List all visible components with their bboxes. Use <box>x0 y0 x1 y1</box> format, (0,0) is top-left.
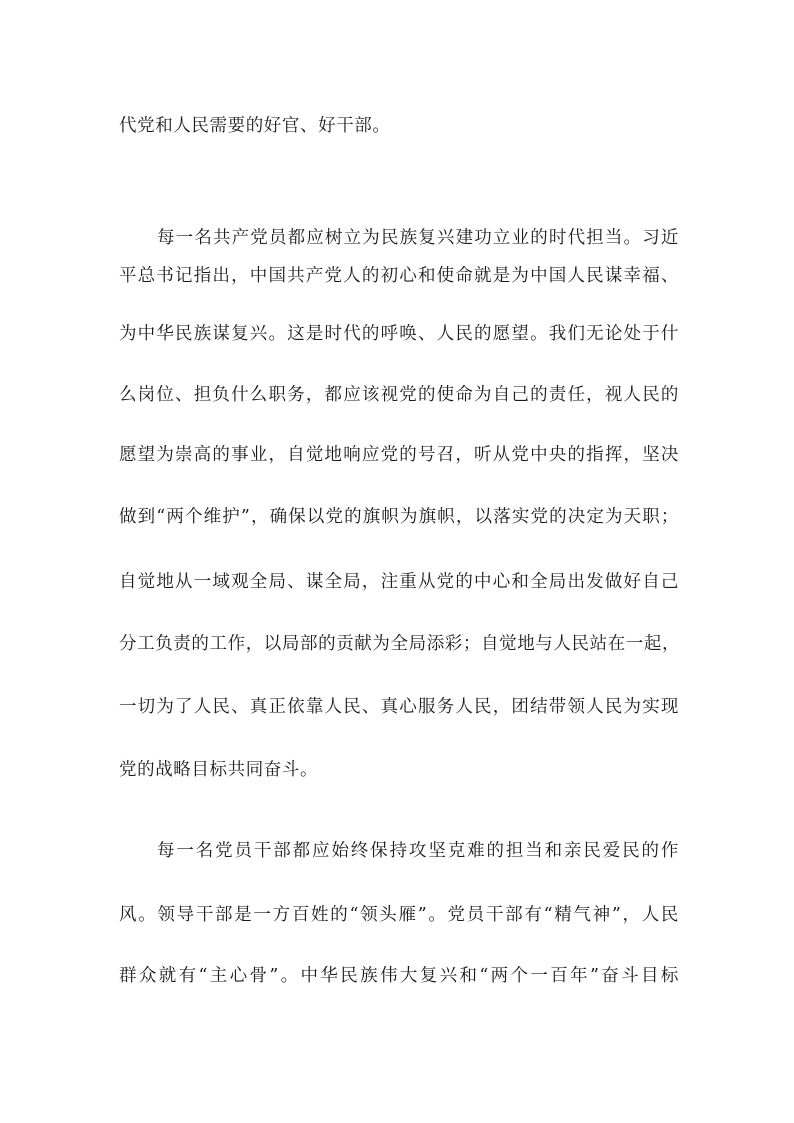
text-line-6: 愿望为崇高的事业，自觉地响应党的号召，听从党中央的指挥，坚决 <box>119 445 679 465</box>
text-line-10: 一切为了人民、真正依靠人民、真心服务人民，团结带领人民为实现 <box>119 697 679 717</box>
text-line-1: 代党和人民需要的好官、好干部。 <box>119 116 391 136</box>
text-line-2: 每一名共产党员都应树立为民族复兴建功立业的时代担当。习近 <box>157 228 679 248</box>
text-line-13: 风。领导干部是一方百姓的“领头雁”。党员干部有“精气神”，人民 <box>119 905 679 925</box>
text-line-7: 做到“两个维护”，确保以党的旗帜为旗帜，以落实党的决定为天职； <box>119 507 679 527</box>
text-line-11: 党的战略目标共同奋斗。 <box>119 760 319 780</box>
text-line-3: 平总书记指出，中国共产党人的初心和使命就是为中国人民谋幸福、 <box>119 266 679 286</box>
text-line-12: 每一名党员干部都应始终保持攻坚克难的担当和亲民爱民的作 <box>157 841 679 861</box>
text-line-5: 么岗位、担负什么职务，都应该视党的使命为自己的责任，视人民的 <box>119 385 679 405</box>
text-line-14: 群众就有“主心骨”。中华民族伟大复兴和“两个一百年”奋斗目标 <box>119 966 679 986</box>
text-line-4: 为中华民族谋复兴。这是时代的呼唤、人民的愿望。我们无论处于什 <box>119 324 679 344</box>
text-line-8: 自觉地从一域观全局、谋全局，注重从党的中心和全局出发做好自己 <box>119 572 679 592</box>
text-line-9: 分工负责的工作，以局部的贡献为全局添彩；自觉地与人民站在一起， <box>119 634 681 654</box>
